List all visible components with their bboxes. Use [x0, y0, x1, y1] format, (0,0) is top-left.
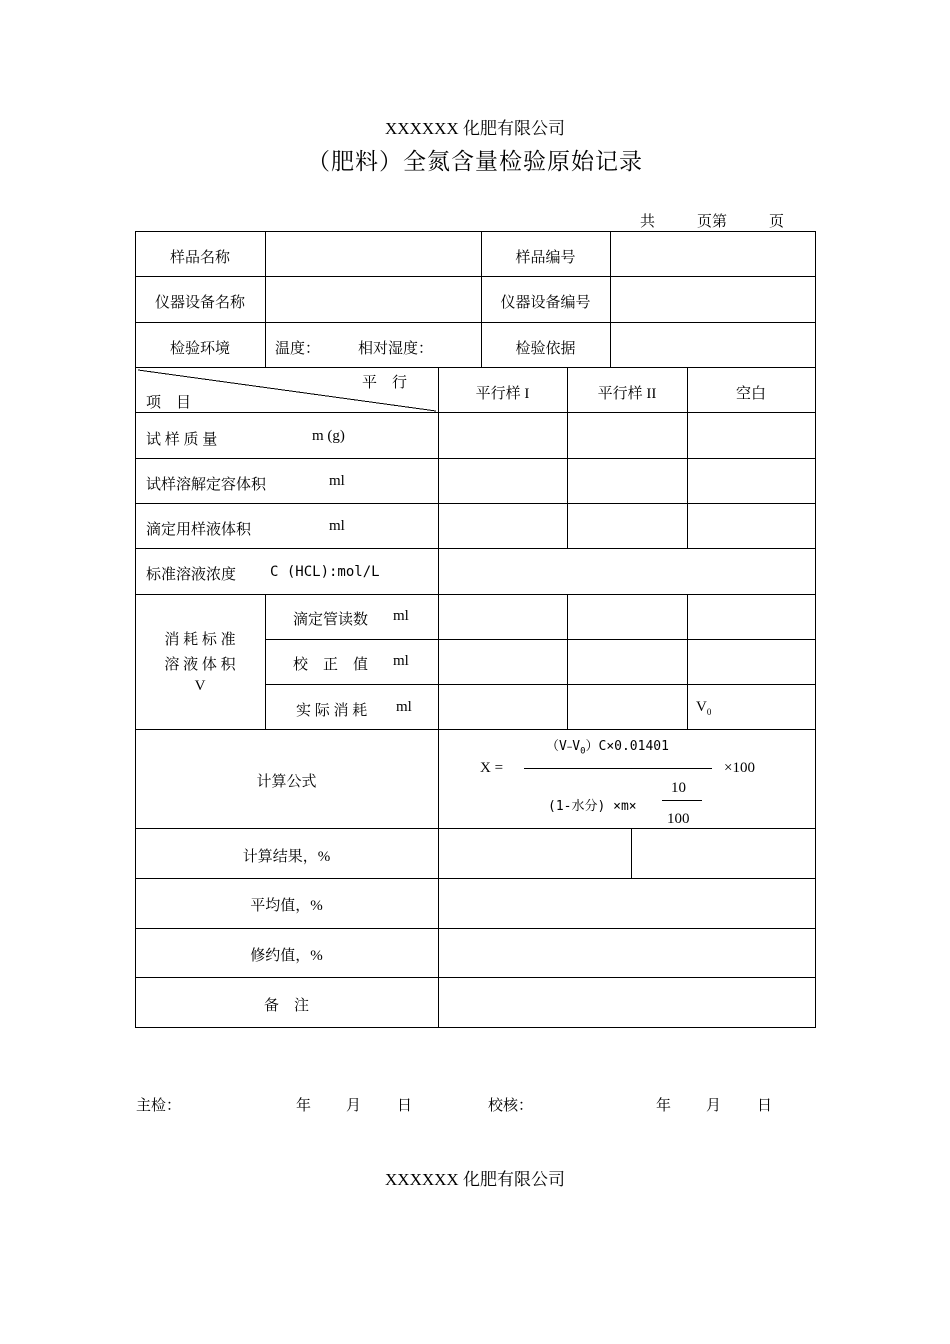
sample-mass-label: 试 样 质 量 — [146, 432, 218, 448]
rounded-label: 修约值，% — [250, 948, 323, 964]
formula-numerator — [546, 735, 669, 757]
formula-times-100: ×100 — [724, 760, 755, 776]
diag-header-item: 项 目 — [146, 395, 192, 411]
formula-label: 计算公式 — [256, 774, 317, 790]
page-total-label: 共 — [640, 214, 656, 230]
blank-v0-sub: 0 — [706, 707, 712, 717]
std-concentration-unit: C (HCL):mol/L — [270, 564, 380, 580]
checker-year: 年 — [656, 1098, 672, 1114]
diag-header-parallel: 平 行 — [362, 375, 408, 391]
average-label: 平均值，% — [250, 898, 323, 914]
temperature-label: 温度： — [275, 341, 321, 357]
instrument-name-label: 仪器设备名称 — [154, 295, 245, 311]
formula-frac-top: 10 — [671, 780, 686, 796]
correction-label: 校 正 值 — [293, 657, 369, 673]
environment-label: 检验环境 — [169, 341, 230, 357]
correction-unit: ml — [393, 653, 409, 669]
checker-day: 日 — [757, 1098, 773, 1114]
basis-label: 检验依据 — [515, 341, 576, 357]
burette-reading-unit: ml — [393, 608, 409, 624]
actual-consume-label: 实 际 消 耗 — [296, 703, 368, 719]
formula-num-b: V — [572, 739, 581, 754]
checker-label: 校核： — [488, 1098, 534, 1114]
blank-v0 — [696, 699, 711, 717]
std-concentration-label: 标准溶液浓度 — [146, 567, 237, 583]
col-blank: 空白 — [735, 386, 766, 402]
sample-mass-unit: m (g) — [312, 428, 345, 444]
consume-label-line2: 溶 液 体 积 — [164, 657, 236, 673]
remark-label: 备 注 — [263, 998, 309, 1014]
actual-consume-unit: ml — [396, 699, 412, 715]
inspector-label: 主检： — [136, 1098, 182, 1114]
titration-volume-label: 滴定用样液体积 — [146, 522, 252, 538]
sample-name-label: 样品名称 — [169, 250, 230, 266]
humidity-label: 相对湿度： — [358, 341, 434, 357]
formula-frac-bottom: 100 — [667, 811, 690, 827]
page-end-label: 页 — [769, 214, 785, 230]
blank-v0-main: V — [696, 699, 707, 715]
sample-number-label: 样品编号 — [515, 250, 576, 266]
document-title: （肥料）全氮含量检验原始记录 — [307, 149, 643, 174]
formula-denominator: (1-水分) ×m× — [548, 799, 637, 814]
burette-reading-label: 滴定管读数 — [293, 612, 369, 628]
inspector-year: 年 — [296, 1098, 312, 1114]
formula-num-c: ）C×0.01401 — [585, 739, 669, 754]
titration-volume-unit: ml — [329, 518, 345, 534]
dilution-volume-unit: ml — [329, 473, 345, 489]
inspector-day: 日 — [397, 1098, 413, 1114]
consume-label-line1: 消 耗 标 准 — [164, 632, 236, 648]
company-footer: XXXXXX 化肥有限公司 — [385, 1170, 565, 1189]
formula-num-sub: 0 — [580, 746, 586, 757]
instrument-number-label: 仪器设备编号 — [500, 295, 591, 311]
inspector-month: 月 — [346, 1098, 362, 1114]
page-mid-label: 页第 — [697, 214, 728, 230]
consume-label-line3: V — [194, 678, 206, 694]
formula-lhs: X = — [480, 760, 504, 776]
formula-num-a: （V — [546, 739, 567, 754]
dilution-volume-label: 试样溶解定容体积 — [146, 477, 267, 493]
company-header: XXXXXX 化肥有限公司 — [385, 119, 565, 138]
calc-result-label: 计算结果，% — [242, 849, 331, 865]
checker-month: 月 — [706, 1098, 722, 1114]
formula-num-sep: − — [566, 743, 573, 753]
col-parallel-1: 平行样 I — [475, 386, 530, 402]
col-parallel-2: 平行样 II — [597, 386, 657, 402]
